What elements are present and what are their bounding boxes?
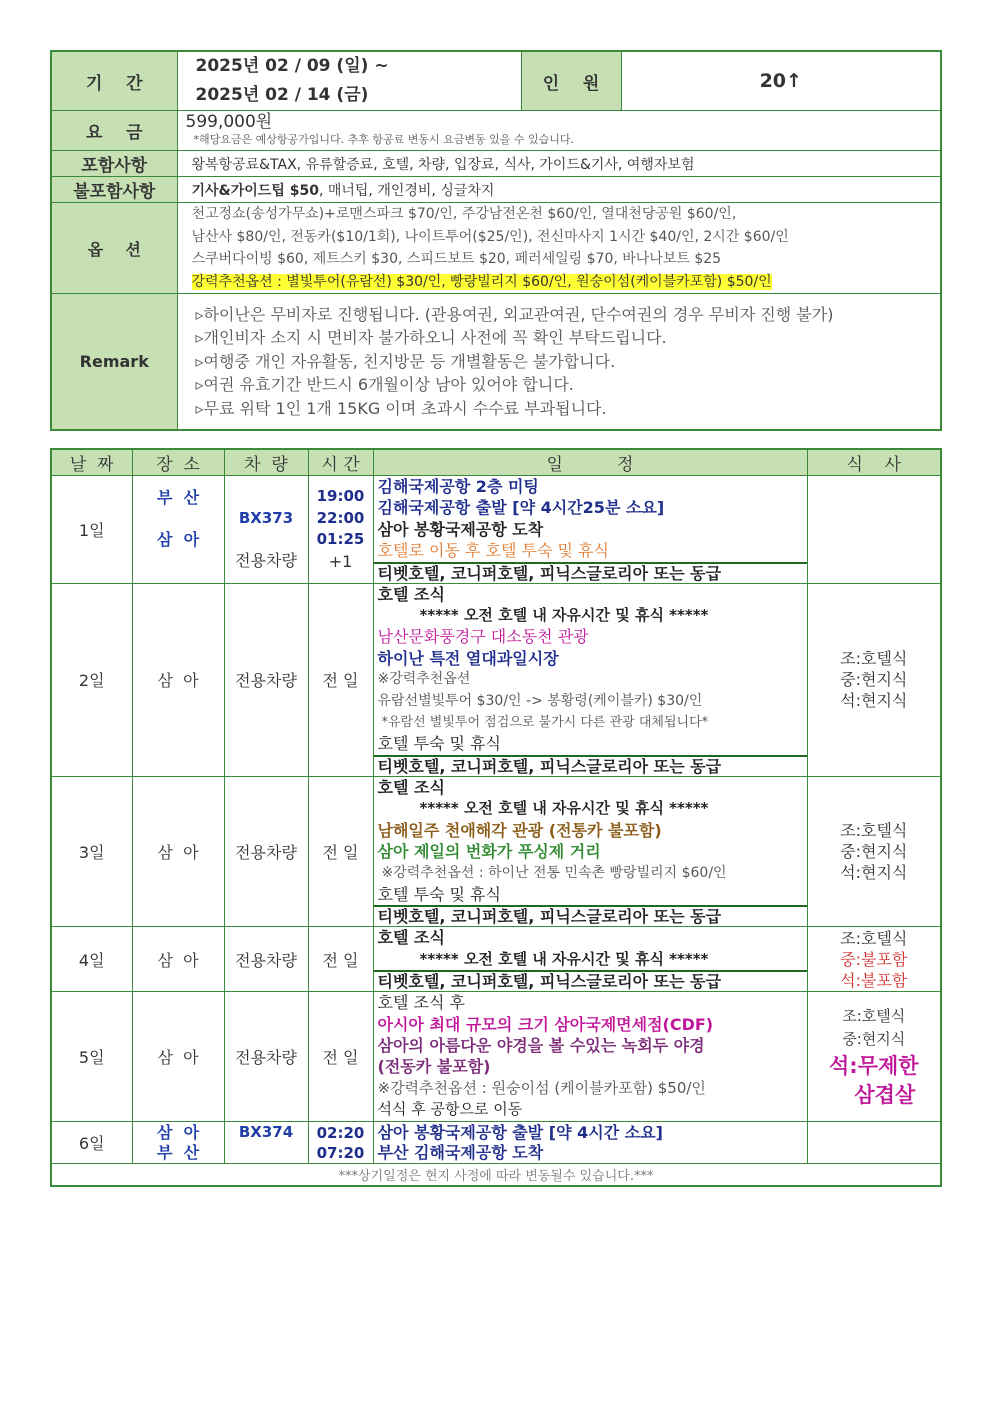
day-row [51,476,941,584]
itinerary-item: 삼아의 아름다운 야경을 볼 수있는 녹회두 야경 [377,1035,705,1055]
include-label: 포함사항 [51,151,177,177]
itinerary-item: 삼아 봉황국제공항 출발 [약 4시간 소요] [377,1122,663,1142]
schedule-footer-note: ***상기일정은 현지 사정에 따라 변동될수 있습니다.*** [51,1164,941,1186]
place: 삼 아 [132,583,224,776]
header-vehicle: 차 량 [224,449,308,476]
meal-breakfast: 조:호텔식 [840,821,908,841]
day-row [51,1122,941,1164]
meal-dinner-special: 석:무제한 [828,1053,919,1078]
place-arrive: 삼 아 [156,530,200,550]
tour-info-table [50,50,942,431]
time: 19:00 [316,487,365,506]
itinerary-item: 삼아 봉황국제공항 도착 [377,519,544,539]
meal-cell [807,476,941,584]
itinerary-item: 호텔 투숙 및 휴식 [377,734,501,754]
option-line: 천고정쇼(송성가무쇼)+로맨스파크 $70/인, 주강남전온천 $60/인, 열대천당공원 $60/인, [191,206,737,222]
day-row [51,776,941,926]
vehicle-type: 전용차량 [235,551,297,571]
meal-cell [807,992,941,1122]
day-label: 6일 [51,1122,132,1164]
header-place: 장 소 [132,449,224,476]
itinerary-item: (전동카 불포함) [377,1057,491,1077]
itinerary-item: 김해국제공항 2층 미팅 [377,477,539,496]
itinerary-item: ***** 오전 호텔 내 자유시간 및 휴식 ***** [419,949,709,968]
place: 삼 아 [132,992,224,1122]
schedule-table [50,448,942,1187]
flight-number: BX374 [238,1123,294,1142]
meal-dinner-special-2: 삼겹살 [854,1082,916,1107]
day-row [51,927,941,992]
hotel-info: 티벳호텔, 코니퍼호텔, 피닉스글로리아 또는 동급 [374,970,807,991]
day-label: 1일 [51,476,132,584]
meal-lunch: 중:현지식 [842,1029,906,1048]
meal-dinner: 석:현지식 [840,691,908,711]
itinerary-item: 삼아 제일의 번화가 푸싱제 거리 [377,842,601,862]
itinerary-item: ※강력추천옵션 : 원숭이섬 (케이블카포함) $50/인 [377,1078,706,1097]
remark-line: ▹개인비자 소지 시 면비자 불가하오니 사전에 꼭 확인 부탁드립니다. [195,328,667,347]
place-arrive: 부 산 [156,1142,200,1162]
period-value [177,51,521,111]
meal-cell [807,927,941,992]
itinerary-cell [373,992,807,1122]
fee-cell [177,111,941,151]
remark-line: ▹여권 유효기간 반드시 6개월이상 남아 있어야 합니다. [195,375,574,394]
day-label: 3일 [51,776,132,926]
flight-number: BX373 [238,508,294,527]
itinerary-item: 아시아 최대 규모의 크기 삼아국제면세점(CDF) [377,1014,714,1034]
vehicle-cell [224,476,308,584]
day-label: 4일 [51,927,132,992]
footer-row [51,1164,941,1186]
period-label: 기 간 [51,51,177,111]
itinerary-item: 호텔 투숙 및 휴식 [377,884,501,904]
time: 전 일 [308,992,373,1122]
fee-value: 599,000원 [185,111,273,132]
remark-cell [177,294,941,430]
exclude-bold: 기사&가이드팁 $50 [191,182,319,199]
place-depart: 부 산 [156,487,200,507]
itinerary-item: 남해일주 천애해각 관광 (전통카 불포함) [377,820,662,840]
itinerary-cell [373,776,807,926]
exclude-value [177,177,941,203]
day-row [51,992,941,1122]
meal-dinner: 석:불포함 [840,970,908,990]
itinerary-cell [373,927,807,992]
exclude-rest: , 매너팁, 개인경비, 싱글차지 [318,182,495,199]
time: 07:20 [316,1143,365,1162]
exclude-label: 불포함사항 [51,177,177,203]
header-meals: 식 사 [807,449,941,476]
itinerary-item: 호텔 조식 [377,584,445,604]
meal-breakfast: 조:호텔식 [842,1006,906,1025]
place: 삼 아 [132,927,224,992]
itinerary-item: 하이난 특전 열대과일시장 [377,648,559,668]
vehicle-cell [224,1122,308,1164]
itinerary-item: *유람선 별빛투어 점검으로 불가시 다른 관광 대체됩니다* [381,715,709,731]
day-row [51,583,941,776]
vehicle-type: 전용차량 [224,927,308,992]
time: 전 일 [308,583,373,776]
remark-label: Remark [51,294,177,430]
itinerary-item: 남산문화풍경구 대소동천 관광 [377,627,589,647]
option-highlight: 강력추천옵션 : 별빛투어(유람선) $30/인, 빵랑빌리지 $60/인, 원숭이섬(케이블카포함) $50/인 [191,273,772,290]
itinerary-item: 김해국제공항 출발 [약 4시간25분 소요] [377,498,665,518]
header-itinerary: 일 정 [373,449,807,476]
vehicle-type: 전용차량 [224,992,308,1122]
fee-note: *해당요금은 예상항공가입니다. 추후 항공료 변동시 요금변동 있을 수 있습니다. [193,132,574,146]
place-depart: 삼 아 [156,1122,200,1142]
header-date: 날 짜 [51,449,132,476]
place-cell [132,476,224,584]
itinerary-item: 유람선별빛투어 $30/인 -> 봉황령(케이블카) $30/인 [377,692,703,709]
meal-cell [807,776,941,926]
remark-line: ▹하이난은 무비자로 진행됩니다. (관용여권, 외교관여권, 단수여권의 경우 무비자 진행 불가) [195,304,834,324]
meal-breakfast: 조:호텔식 [840,649,908,669]
time-cell [308,476,373,584]
remark-line: ▹무료 위탁 1인 1개 15KG 이며 초과시 수수료 부과됩니다. [195,398,607,418]
option-line: 스쿠버다이빙 $60, 제트스키 $30, 스피드보트 $20, 페러세일링 $70, 바나나보트 $25 [191,251,722,267]
hotel-info: 티벳호텔, 코니퍼호텔, 피닉스글로리아 또는 동급 [374,905,807,926]
itinerary-cell [373,476,807,584]
itinerary-item: ***** 오전 호텔 내 자유시간 및 휴식 ***** [419,606,709,625]
meal-lunch: 중:불포함 [840,949,908,969]
itinerary-item: ***** 오전 호텔 내 자유시간 및 휴식 ***** [419,799,709,818]
period-start: 2025년 02 / 09 (일) ~ [195,56,389,76]
vehicle-type: 전용차량 [224,776,308,926]
itinerary-item: 호텔 조식 후 [377,993,465,1013]
itinerary-item: 호텔 조식 [377,777,445,797]
time: 전 일 [308,927,373,992]
meal-lunch: 중:현지식 [840,842,908,862]
time-next-day: +1 [328,551,353,571]
itinerary-item: 석식 후 공항으로 이동 [377,1100,523,1119]
itinerary-item: 부산 김해국제공항 도착 [377,1142,544,1162]
hotel-info: 티벳호텔, 코니퍼호텔, 피닉스글로리아 또는 동급 [374,755,807,776]
itinerary-item: 호텔로 이동 후 호텔 투숙 및 휴식 [377,541,609,561]
meal-breakfast: 조:호텔식 [840,928,908,948]
day-label: 5일 [51,992,132,1122]
option-line: 남산사 $80/인, 전동카($10/1회), 나이트투어($25/인), 전신마사지 1시간 $40/인, 2시간 $60/인 [191,228,789,245]
option-cell [177,203,941,294]
people-value: 20↑ [621,51,941,111]
option-label: 옵 션 [51,203,177,294]
itinerary-cell [373,1122,807,1164]
itinerary-item: 호텔 조식 [377,928,445,948]
header-time: 시 간 [308,449,373,476]
time: 02:20 [316,1123,365,1142]
time: 22:00 [316,508,365,527]
day-label: 2일 [51,583,132,776]
schedule-header-row [51,449,941,476]
meal-cell [807,583,941,776]
period-end: 2025년 02 / 14 (금) [195,85,369,105]
time: 전 일 [308,776,373,926]
vehicle-type: 전용차량 [224,583,308,776]
time-cell [308,1122,373,1164]
time: 01:25 [316,530,365,549]
itinerary-item: ※강력추천옵션 [377,671,471,688]
itinerary-cell [373,583,807,776]
include-value: 왕복항공료&TAX, 유류할증료, 호텔, 차량, 입장료, 식사, 가이드&기사, 여행자보험 [177,151,941,177]
meal-cell [807,1122,941,1164]
place-cell [132,1122,224,1164]
itinerary-item: ※강력추천옵션 : 하이난 전통 민속촌 빵랑빌리지 $60/인 [381,864,727,881]
place: 삼 아 [132,776,224,926]
hotel-info: 티벳호텔, 코니퍼호텔, 피닉스글로리아 또는 동급 [374,562,807,583]
meal-dinner: 석:현지식 [840,863,908,883]
meal-lunch: 중:현지식 [840,670,908,690]
remark-line: ▹여행중 개인 자유활동, 친지방문 등 개별활동은 불가합니다. [195,351,616,371]
fee-label: 요 금 [51,111,177,151]
people-label: 인 원 [521,51,621,111]
